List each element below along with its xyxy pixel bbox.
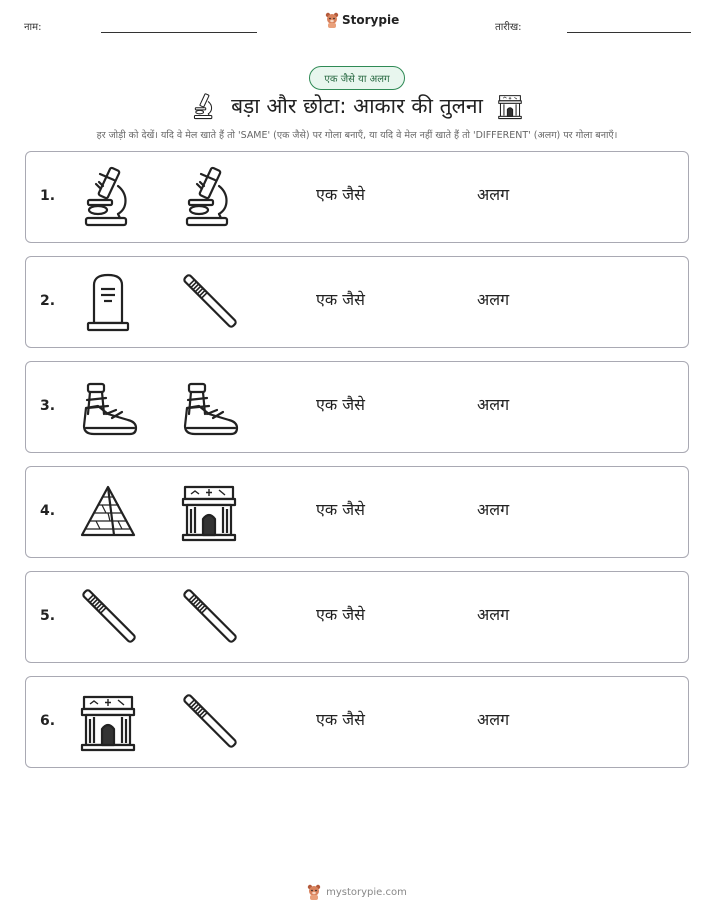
temple-icon (179, 479, 239, 543)
pyramid-icon (78, 479, 138, 543)
date-field-line[interactable] (567, 32, 691, 33)
microscope-icon (191, 90, 217, 122)
temple-icon (497, 90, 523, 122)
bear-mascot-icon (325, 12, 339, 28)
question-row (25, 466, 689, 558)
microscope-icon (78, 164, 138, 228)
flute-icon (179, 689, 239, 753)
question-number: 5. (40, 608, 56, 624)
option-different[interactable]: अलग (477, 185, 510, 204)
microscope-icon (179, 164, 239, 228)
question-number: 3. (40, 398, 56, 414)
date-label: तारीख: (495, 22, 522, 33)
temple-icon (78, 689, 138, 753)
footer (0, 884, 714, 900)
brand-name: Storypie (342, 13, 400, 27)
option-different[interactable]: अलग (477, 605, 510, 624)
question-row (25, 676, 689, 768)
worksheet-type-badge: एक जैसे या अलग (309, 66, 405, 90)
option-same[interactable]: एक जैसे (316, 500, 365, 519)
flute-icon (78, 584, 138, 648)
title-row (0, 88, 714, 124)
question-row (25, 571, 689, 663)
option-same[interactable]: एक जैसे (316, 395, 365, 414)
sandal-icon (179, 374, 239, 438)
question-number: 6. (40, 713, 56, 729)
option-different[interactable]: अलग (477, 500, 510, 519)
question-number: 2. (40, 293, 56, 309)
option-different[interactable]: अलग (477, 395, 510, 414)
sandal-icon (78, 374, 138, 438)
option-same[interactable]: एक जैसे (316, 710, 365, 729)
question-row (25, 256, 689, 348)
option-same[interactable]: एक जैसे (316, 605, 365, 624)
name-field-line[interactable] (101, 32, 257, 33)
question-number: 4. (40, 503, 56, 519)
instructions: हर जोड़ी को देखें। यदि वे मेल खाते हैं तो 'SAME' (एक जैसे) पर गोला बनाएँ, या यदि वे मेल नहीं खाते हैं तो 'DIFFERENT' (अलग) पर गोला बनाएँ। (96, 130, 618, 141)
flute-icon (179, 269, 239, 333)
question-row (25, 361, 689, 453)
option-same[interactable]: एक जैसे (316, 185, 365, 204)
question-row (25, 151, 689, 243)
flute-icon (179, 584, 239, 648)
option-same[interactable]: एक जैसे (316, 290, 365, 309)
bear-mascot-icon (307, 884, 321, 900)
name-label: नाम: (24, 22, 42, 33)
question-number: 1. (40, 188, 56, 204)
footer-website: mystorypie.com (326, 886, 407, 898)
brand-logo (325, 12, 399, 28)
page-title: बड़ा और छोटा: आकार की तुलना (231, 94, 483, 118)
option-different[interactable]: अलग (477, 710, 510, 729)
tombstone-icon (78, 269, 138, 333)
option-different[interactable]: अलग (477, 290, 510, 309)
